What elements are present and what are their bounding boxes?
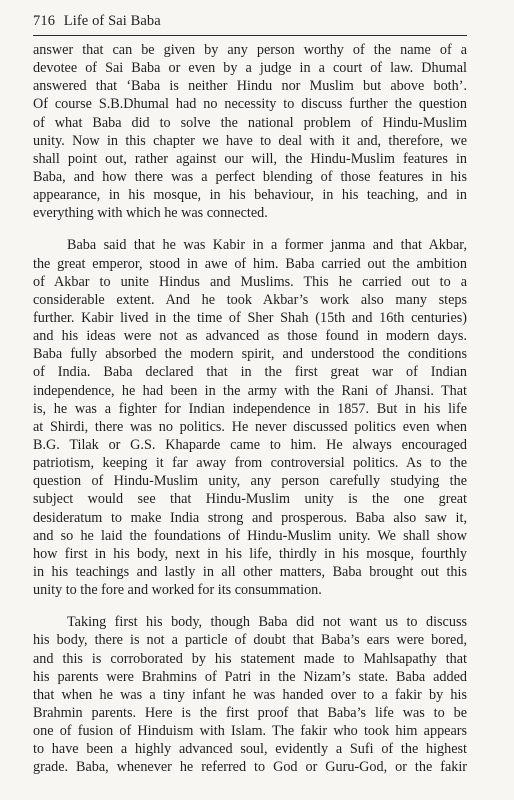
text-line: and this is corroborated by his statement made to Mahlsapathy that (33, 650, 467, 667)
paragraph-2 (33, 236, 467, 599)
text-line: independence, he had been in the army with the Rani of Jhansi. That (33, 382, 467, 399)
text-line: further. Kabir lived in the time of Sher Shah (15th and 16th centuries) (33, 309, 467, 326)
paragraph-3 (33, 613, 467, 776)
text-line: at Shirdi, there was no politics. He never discussed politics even when (33, 418, 467, 435)
text-line: Of course S.B.Dhumal had no necessity to discuss further the question (33, 96, 467, 113)
text-line: Taking first his body, though Baba did not want us to discuss (67, 614, 467, 631)
text-line: the great emperor, stood in awe of him. Baba carried out the ambition (33, 255, 467, 272)
text-line: answer that can be given by any person worthy of the name of a (33, 42, 467, 58)
text-line: of Akbar to unite Hindus and Muslims. This he carried out to a (33, 273, 467, 290)
text-line: to have been a highly advanced soul, evidently a Sufi of the highest (33, 741, 467, 758)
text-line: one of fusion of Hinduism with Islam. The fakir who took him appears (33, 723, 467, 740)
text-line: Brahmin parents. Here is the first proof that Baba’s life was to be (33, 704, 467, 721)
text-line: unity. Now in this chapter we have to deal with it and, therefore, we (33, 132, 467, 149)
text-line: his body, there is not a particle of doubt that Baba’s ears were bored, (33, 632, 467, 649)
text-line: is, he was a fighter for Indian independence in 1857. But in his life (33, 400, 467, 417)
text-line: Baba, and how there was a perfect blending of those features in his (33, 168, 467, 185)
text-line: B.G. Tilak or G.S. Khaparde came to him. He always encouraged (33, 436, 467, 453)
text-line: Baba fully absorbed the modern spirit, and understood the conditions (33, 346, 467, 363)
text-line: shall point out, rather against our will, the Hindu-Muslim features in (33, 150, 467, 167)
text-line: of India. Baba declared that in the first great war of Indian (33, 364, 467, 381)
text-line: everything with which he was connected. (33, 205, 268, 222)
text-line: of what Baba did to solve the national problem of Hindu-Muslim (33, 114, 467, 131)
text-line: Baba said that he was Kabir in a former janma and that Akbar, (67, 237, 467, 254)
text-line: and so he laid the foundations of Hindu-Muslim unity. We shall show (33, 527, 467, 544)
text-line: grade. Baba, whenever he referred to God or Guru-God, or the fakir (33, 759, 467, 776)
header-rule (33, 35, 467, 36)
text-line: question of Hindu-Muslim unity, any person carefully studying the (33, 473, 467, 490)
running-title: Life of Sai Baba (63, 13, 161, 29)
text-line: answered that ‘Baba is neither Hindu nor Muslim but above both’. (33, 78, 467, 95)
running-header (33, 13, 161, 30)
text-line: and his ideas were not as advanced as those found in modern days. (33, 328, 467, 345)
paragraph-1 (33, 41, 467, 222)
text-line: that when he was a tiny infant he was handed over to a fakir by his (33, 686, 467, 703)
page-number: 716 (33, 13, 56, 29)
text-line: subject would see that Hindu-Muslim unity is the one great (33, 491, 467, 508)
text-line: appearance, in his mosque, in his behaviour, in his teaching, and in (33, 187, 467, 204)
text-line: desideratum to make India strong and prosperous. Baba also saw it, (33, 509, 467, 526)
text-line: patriotism, keeping it far away from controversial politics. As to the (33, 455, 467, 472)
text-line: unity to the fore and worked for its consummation. (33, 582, 322, 599)
text-line: his parents were Brahmins of Patri in the Nizam’s state. Baba added (33, 668, 467, 685)
text-line: in his teachings and lastly in all other matters, Baba brought out this (33, 563, 467, 580)
text-line: considerable extent. And he took Akbar’s work also many steps (33, 291, 467, 308)
body-text (33, 41, 467, 776)
text-line: devotee of Sai Baba or even by a judge in a court of law. Dhumal (33, 60, 467, 77)
text-line: how first in his body, next in his life, thirdly in his mosque, fourthly (33, 545, 467, 562)
